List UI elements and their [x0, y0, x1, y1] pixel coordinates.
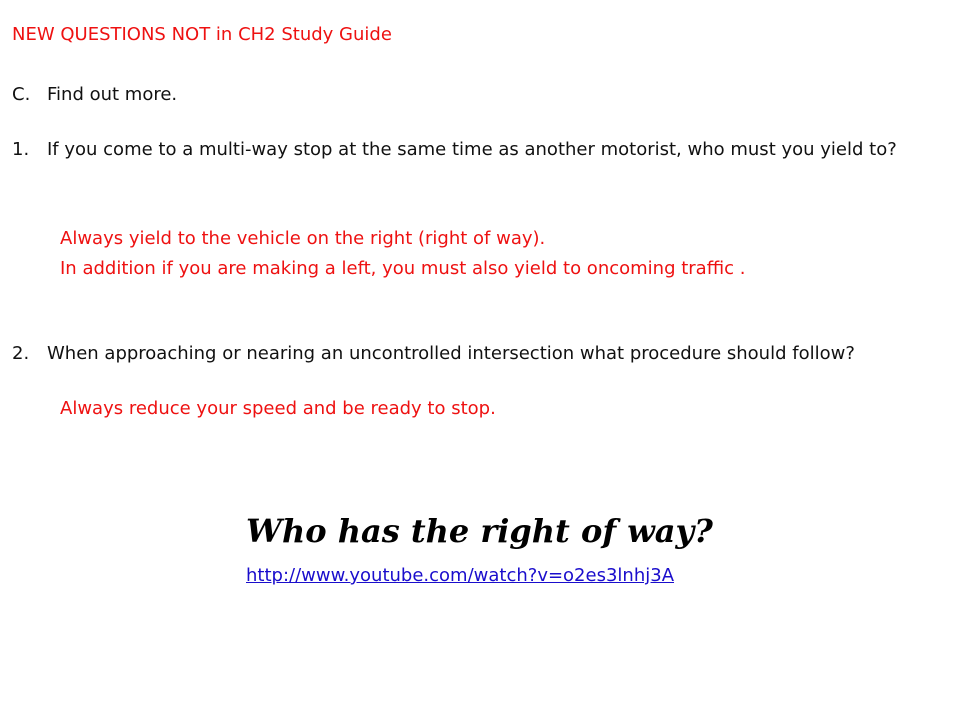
question-2	[12, 340, 942, 368]
slide-header: NEW QUESTIONS NOT in CH2 Study Guide	[12, 24, 392, 45]
question-number: 2.	[12, 343, 30, 364]
question-text: When approaching or nearing an uncontrolled intersection what procedure should follow?	[47, 343, 855, 364]
question-number: 1.	[12, 139, 30, 160]
answer-line: In addition if you are making a left, you must also yield to oncoming traffic .	[60, 258, 746, 279]
answer-1	[60, 224, 745, 284]
video-title: Who has the right of way?	[246, 512, 713, 550]
section-heading	[12, 84, 177, 105]
answer-2	[60, 394, 496, 424]
youtube-link[interactable]: http://www.youtube.com/watch?v=o2es3lnhj3A	[246, 565, 675, 586]
answer-line: Always reduce your speed and be ready to stop.	[60, 398, 496, 419]
section-text: Find out more.	[47, 84, 178, 105]
question-text: If you come to a multi-way stop at the same time as another motorist, who must you yield to?	[47, 139, 897, 160]
answer-line: Always yield to the vehicle on the right (right of way).	[60, 228, 546, 249]
section-marker: C.	[12, 84, 31, 105]
question-1	[12, 136, 942, 164]
